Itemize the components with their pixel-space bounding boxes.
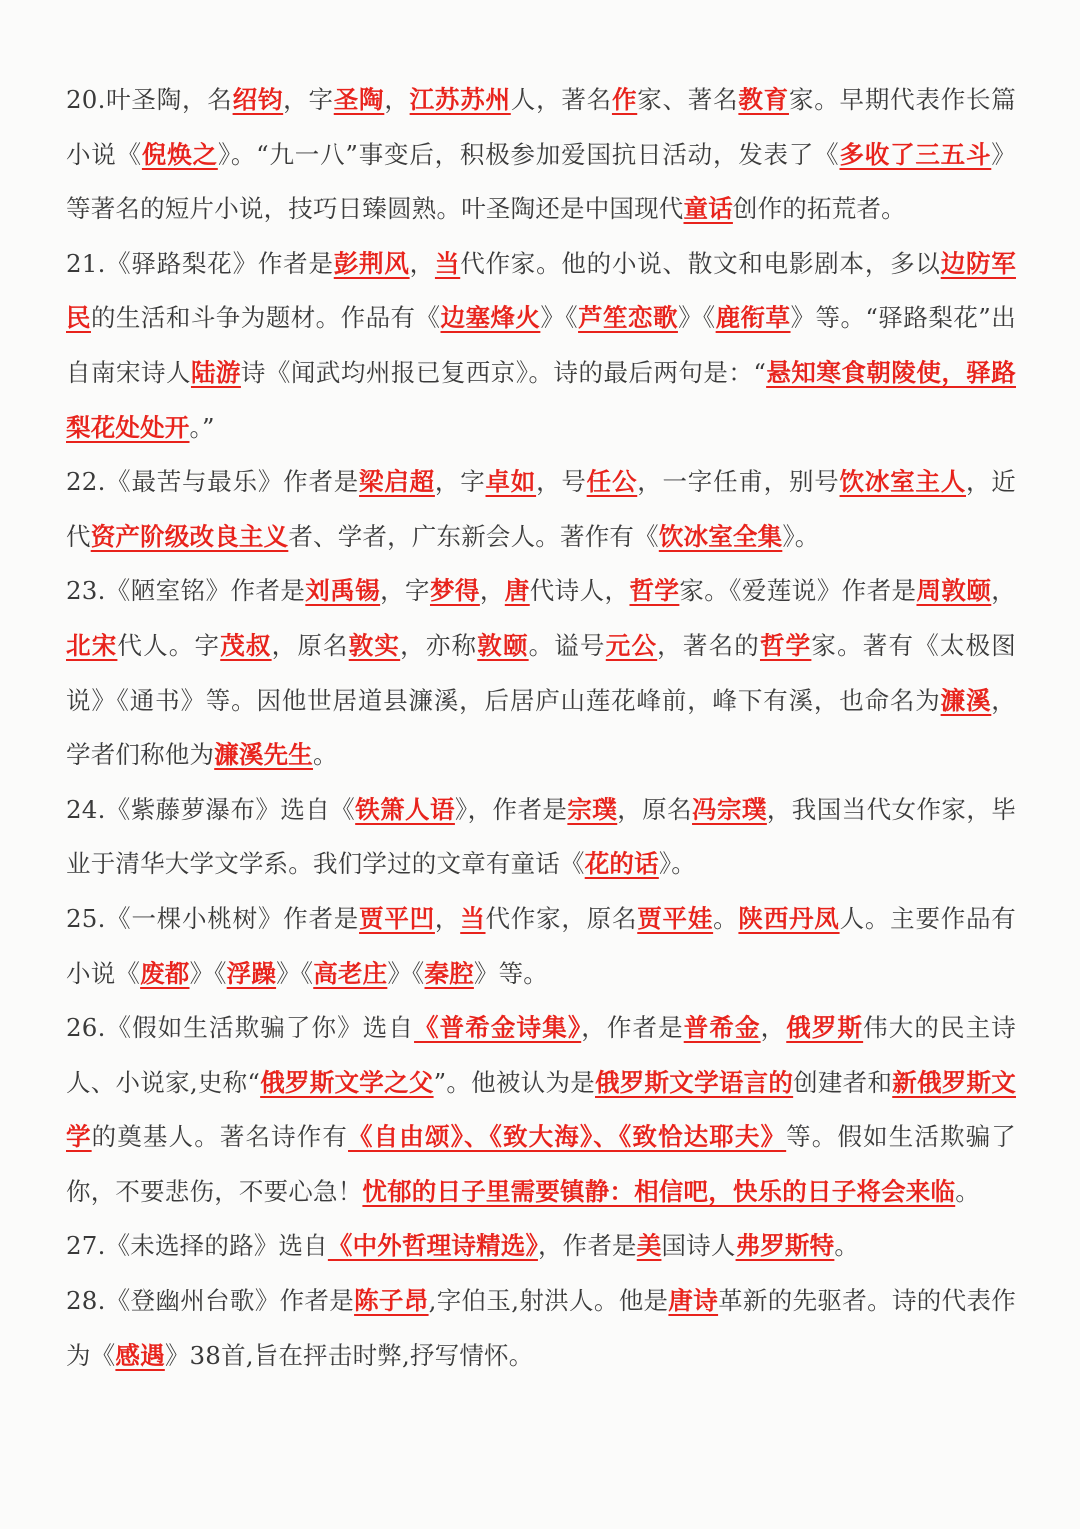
answer-highlight: 敦实 — [348, 630, 401, 660]
answer-highlight: 感遇 — [115, 1340, 165, 1370]
answer-highlight: 绍钧 — [232, 85, 284, 114]
body-text: 》38首,旨在抨击时弊,抒写情怀。 — [164, 1340, 534, 1370]
answer-highlight: 秦腔 — [424, 958, 474, 988]
answer-highlight: 《普希金诗集》 — [414, 1013, 582, 1043]
numbered-paragraph — [66, 783, 1016, 892]
answer-highlight: 陕西丹凤 — [738, 903, 840, 933]
answer-highlight: 哲学 — [759, 630, 812, 660]
answer-highlight: 资产阶级改良主义 — [90, 521, 289, 551]
answer-highlight: 冯宗璞 — [692, 794, 767, 824]
body-text: ”。他被认为是 — [433, 1067, 595, 1097]
answer-highlight: 梦得 — [429, 576, 480, 606]
answer-highlight: 鹿衔草 — [715, 303, 791, 333]
answer-highlight: 教育 — [738, 85, 789, 114]
answer-highlight: 濂溪先生 — [214, 740, 314, 770]
body-text: ， — [479, 576, 505, 606]
body-text: 21.《驿路梨花》作者是 — [66, 248, 334, 278]
body-text: 。 — [834, 1231, 860, 1261]
body-text: ， — [434, 903, 461, 933]
body-text: 》《 — [189, 958, 227, 988]
answer-highlight: 俄罗斯 — [786, 1013, 864, 1043]
answer-highlight: 贾平娃 — [637, 903, 714, 933]
body-text: 伟大的民主诗人、小说家,史称“ — [66, 1013, 1016, 1097]
answer-highlight: 陈子昂 — [354, 1286, 429, 1316]
answer-highlight: 彭荆风 — [333, 248, 410, 278]
body-text: 》等。“驿路梨花”出自南宋诗人 — [66, 303, 1016, 387]
answer-highlight: 敦颐 — [477, 630, 529, 660]
body-text: ，著名的 — [657, 630, 760, 660]
answer-highlight: 饮冰室全集 — [658, 521, 783, 551]
answer-highlight: 当 — [460, 903, 486, 933]
answer-highlight: 卓如 — [485, 467, 537, 497]
answer-highlight: 濂溪 — [940, 685, 992, 715]
body-text: 。” — [189, 412, 215, 442]
numbered-paragraph — [66, 73, 1016, 237]
body-text: ，一字任甫，别号 — [637, 467, 840, 497]
answer-highlight: 陆游 — [190, 357, 241, 387]
body-text: ，字 — [283, 85, 334, 114]
body-text: 代人。字 — [117, 630, 221, 660]
answer-highlight: 废都 — [140, 958, 190, 988]
answer-highlight: 圣陶 — [333, 85, 385, 114]
answer-highlight: 高老庄 — [313, 958, 388, 988]
numbered-paragraph — [66, 237, 1016, 455]
body-text: ，我国当代女作家，毕业于清华大学文学系。我们学过的文章有童话《 — [66, 794, 1016, 879]
answer-highlight: 俄罗斯文学语言的 — [595, 1067, 794, 1097]
answer-highlight: 江苏苏州 — [409, 85, 511, 114]
body-text: 20.叶圣陶，名 — [66, 85, 233, 114]
body-text: ，近代 — [66, 467, 1016, 551]
answer-highlight: 元公 — [605, 630, 658, 660]
answer-highlight: 唐诗 — [668, 1286, 719, 1316]
answer-highlight: 忧郁的日子里需要镇静：相信吧，快乐的日子将会来临 — [362, 1176, 956, 1206]
body-text: 22.《最苦与最乐》作者是 — [66, 467, 360, 497]
body-text: 》等著名的短片小说，技巧日臻圆熟。叶圣陶还是中国现代 — [66, 139, 1016, 224]
body-text: 人，著名 — [510, 85, 612, 114]
answer-highlight: 北宋 — [66, 630, 118, 660]
body-text: ，原名 — [271, 630, 349, 660]
body-text: 者、学者，广东新会人。著作有《 — [288, 521, 659, 551]
answer-highlight: 边防军民 — [66, 248, 1016, 333]
answer-highlight: 宗璞 — [567, 794, 618, 824]
numbered-paragraph — [66, 1274, 1016, 1383]
body-text: ， — [409, 248, 435, 278]
body-text: 诗《闻武均州报已复西京》。诗的最后两句是：“ — [240, 357, 767, 387]
body-text: 》，作者是 — [454, 794, 568, 824]
answer-highlight: 铁箫人语 — [355, 794, 455, 824]
answer-highlight: 美 — [636, 1231, 662, 1261]
body-text: ，原名 — [617, 794, 693, 824]
body-text: 28.《登幽州台歌》作者是 — [66, 1286, 355, 1316]
body-text: 23.《陋室铭》作者是 — [66, 576, 306, 606]
numbered-paragraph — [66, 1001, 1016, 1219]
body-text: 》《 — [540, 303, 579, 333]
answer-highlight: 花的话 — [584, 849, 659, 879]
numbered-paragraph — [66, 564, 1016, 782]
body-text: 等。假如生活欺骗了你，不要悲伤，不要心急！ — [66, 1122, 1016, 1206]
answer-highlight: 茂叔 — [220, 630, 272, 660]
body-text: 人。主要作品有小说《 — [66, 903, 1017, 988]
answer-highlight: 哲学 — [629, 576, 680, 606]
answer-highlight: 梁启超 — [359, 467, 435, 497]
body-text: 24.《紫藤萝瀑布》选自《 — [66, 794, 356, 824]
body-text: 家、著名 — [637, 85, 739, 114]
body-text: 。谥号 — [528, 630, 606, 660]
body-text: 》。“九一八”事变后，积极参加爱国抗日活动，发表了《 — [217, 139, 840, 169]
body-text: 创建者和 — [793, 1067, 893, 1097]
answer-highlight: 任公 — [586, 467, 638, 497]
body-text: ，亦称 — [400, 630, 478, 660]
body-text: 》。 — [658, 849, 696, 879]
body-text: 家。《爱莲说》作者是 — [679, 576, 917, 606]
body-text: 。 — [713, 903, 739, 933]
body-text: 。 — [955, 1176, 980, 1206]
body-text: 代作家，原名 — [485, 903, 638, 933]
body-text: 革新的先驱者。诗的代表作为《 — [66, 1286, 1016, 1370]
body-text: 》《 — [677, 303, 716, 333]
body-text: ， — [991, 576, 1016, 606]
body-text: 家。著有《太极图说》《通书》等。因他世居道县濂溪，后居庐山莲花峰前，峰下有溪，也命名为 — [66, 630, 1016, 715]
answer-highlight: 芦笙恋歌 — [578, 303, 678, 333]
answer-highlight: 倪焕之 — [141, 139, 218, 169]
answer-highlight: 《中外哲理诗精选》 — [327, 1231, 538, 1261]
answer-highlight: 贾平凹 — [359, 903, 435, 933]
answer-highlight: 悬知寒食朝陵使，驿路梨花处处开 — [66, 357, 1016, 442]
answer-highlight: 唐 — [504, 576, 530, 606]
body-text: ，学者们称他为 — [66, 685, 1016, 770]
body-text: 。 — [313, 740, 338, 770]
body-text: ，作者是 — [537, 1231, 637, 1261]
answer-highlight: 弗罗斯特 — [735, 1231, 835, 1261]
body-text: 》。 — [782, 521, 820, 551]
answer-highlight: 刘禹锡 — [305, 576, 381, 606]
body-text: ， — [760, 1013, 787, 1043]
numbered-paragraph — [66, 1219, 1016, 1274]
body-text: 创作的拓荒者。 — [732, 194, 906, 224]
body-text: ，字 — [380, 576, 430, 606]
document-body — [66, 73, 1016, 1383]
body-text: 》《 — [387, 958, 425, 988]
answer-highlight: 边塞烽火 — [440, 303, 541, 333]
body-text: 》《 — [276, 958, 314, 988]
answer-highlight: 《自由颂》、《致大海》、《致恰达耶夫》 — [348, 1122, 787, 1152]
answer-highlight: 童话 — [683, 194, 733, 224]
answer-highlight: 饮冰室主人 — [839, 467, 966, 497]
body-text: 代诗人， — [529, 576, 630, 606]
numbered-paragraph — [66, 892, 1016, 1001]
answer-highlight: 浮躁 — [226, 958, 277, 988]
body-text: 代作家。他的小说、散文和电影剧本，多以 — [460, 248, 941, 278]
body-text: 的生活和斗争为题材。作品有《 — [90, 303, 441, 333]
answer-highlight: 俄罗斯文学之父 — [260, 1067, 434, 1097]
body-text: ，作者是 — [581, 1013, 684, 1043]
body-text: ， — [384, 85, 410, 114]
answer-highlight: 当 — [434, 248, 461, 278]
body-text: 27.《未选择的路》选自 — [66, 1231, 328, 1261]
body-text: ，号 — [536, 467, 587, 497]
body-text: 国诗人 — [661, 1231, 736, 1261]
body-text: 家。早期代表作长篇小说《 — [66, 85, 1016, 169]
body-text: 》等。 — [473, 958, 549, 988]
answer-highlight: 普希金 — [683, 1013, 761, 1043]
answer-highlight: 周敦颐 — [916, 576, 992, 606]
answer-highlight: 多收了三五斗 — [839, 139, 992, 169]
body-text: ，字 — [434, 467, 486, 497]
answer-highlight: 作 — [611, 85, 638, 114]
body-text: ,字伯玉,射洪人。他是 — [428, 1286, 669, 1316]
body-text: 的奠基人。著名诗作有 — [91, 1122, 349, 1152]
body-text: 25.《一棵小桃树》作者是 — [66, 903, 360, 933]
answer-highlight: 新俄罗斯文学 — [66, 1067, 1016, 1152]
body-text: 26.《假如生活欺骗了你》选自 — [66, 1013, 415, 1043]
numbered-paragraph — [66, 455, 1016, 564]
